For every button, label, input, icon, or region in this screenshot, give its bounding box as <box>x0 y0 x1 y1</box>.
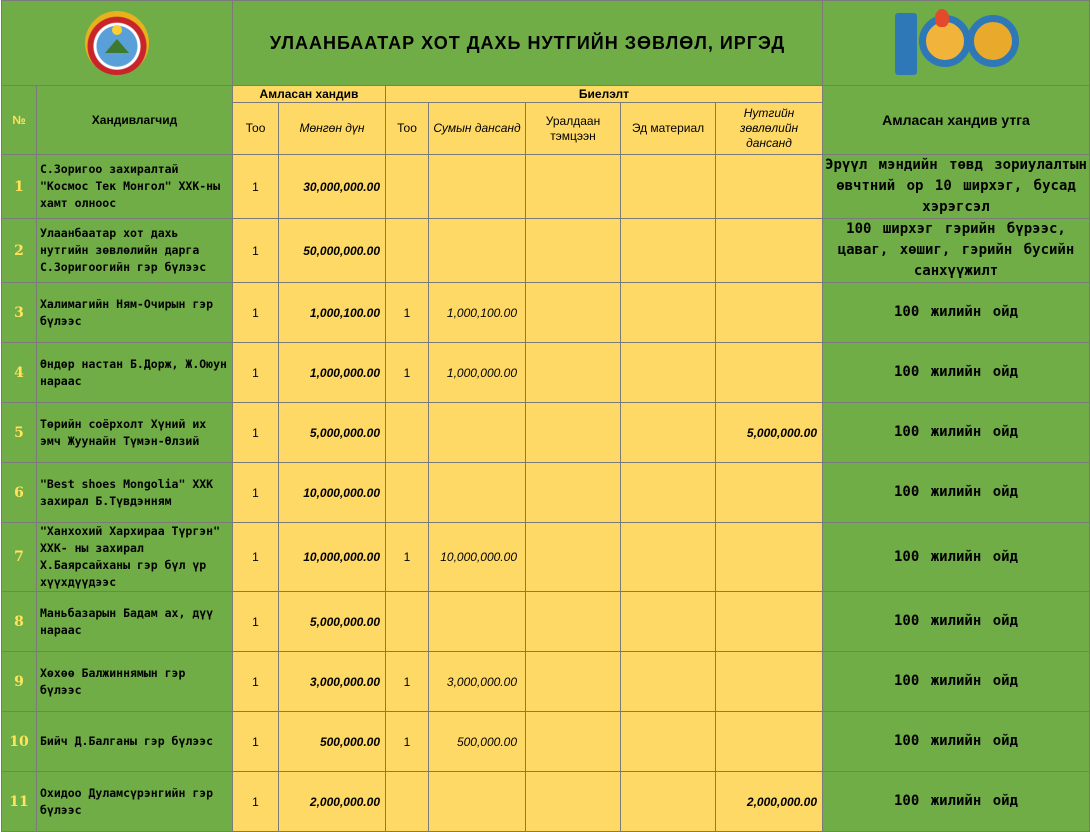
material-cell[interactable] <box>621 772 716 832</box>
soum-account-cell[interactable]: 3,000,000.00 <box>429 652 526 712</box>
col-header-competition[interactable]: Уралдаан тэмцээн <box>526 103 621 155</box>
soum-emblem-icon <box>85 11 149 75</box>
purpose-cell[interactable]: 100 жилийн ойд <box>823 772 1090 832</box>
table-row <box>2 523 1090 592</box>
page-title[interactable]: УЛААНБААТАР ХОТ ДАХЬ НУТГИЙН ЗӨВЛӨЛ, ИРГЭД <box>233 1 823 86</box>
fulfilled-qty-cell[interactable] <box>386 219 429 283</box>
header-row-1 <box>2 86 1090 103</box>
council-account-cell[interactable] <box>716 523 823 592</box>
donor-cell[interactable]: Төрийн соёрхолт Хүний их эмч Жуунайн Түмэн-Өлзий <box>37 403 233 463</box>
material-cell[interactable] <box>621 592 716 652</box>
material-cell[interactable] <box>621 219 716 283</box>
material-cell[interactable] <box>621 155 716 219</box>
donor-cell[interactable]: "Ханхохий Хархираа Түргэн" ХХК- ны захирал Х.Баярсайханы гэр бүл үр хүүхдүүдээс <box>37 523 233 592</box>
competition-cell[interactable] <box>526 523 621 592</box>
promised-qty-cell[interactable]: 1 <box>233 343 279 403</box>
competition-cell[interactable] <box>526 283 621 343</box>
purpose-cell[interactable]: Эрүүл мэндийн төвд зориулалтын өвчтний ор 10 ширхэг, бусад хэрэгсэл <box>823 155 1090 219</box>
soum-account-cell[interactable] <box>429 219 526 283</box>
col-header-promised-amount[interactable]: Мөнгөн дүн <box>279 103 386 155</box>
promised-amount-cell[interactable]: 1,000,100.00 <box>279 283 386 343</box>
col-header-material[interactable]: Эд материал <box>621 103 716 155</box>
material-cell[interactable] <box>621 343 716 403</box>
material-cell[interactable] <box>621 463 716 523</box>
row-number[interactable]: 9 <box>2 652 37 712</box>
row-number[interactable]: 11 <box>2 772 37 832</box>
col-header-purpose[interactable]: Амласан хандив утга <box>823 86 1090 155</box>
col-header-no[interactable]: № <box>2 86 37 155</box>
fulfilled-qty-cell[interactable]: 1 <box>386 712 429 772</box>
fulfilled-qty-cell[interactable]: 1 <box>386 652 429 712</box>
fulfilled-qty-cell[interactable]: 1 <box>386 523 429 592</box>
promised-amount-cell[interactable]: 10,000,000.00 <box>279 523 386 592</box>
table-row <box>2 652 1090 712</box>
material-cell[interactable] <box>621 652 716 712</box>
promised-qty-cell[interactable]: 1 <box>233 463 279 523</box>
table-row <box>2 343 1090 403</box>
fulfilled-qty-cell[interactable] <box>386 403 429 463</box>
purpose-cell[interactable]: 100 жилийн ойд <box>823 283 1090 343</box>
col-header-fulfilled-group[interactable]: Биелэлт <box>386 86 823 103</box>
row-number[interactable]: 7 <box>2 523 37 592</box>
council-account-cell[interactable] <box>716 155 823 219</box>
fulfilled-qty-cell[interactable] <box>386 463 429 523</box>
material-cell[interactable] <box>621 403 716 463</box>
fulfilled-qty-cell[interactable]: 1 <box>386 343 429 403</box>
competition-cell[interactable] <box>526 592 621 652</box>
table-row <box>2 463 1090 523</box>
row-number[interactable]: 6 <box>2 463 37 523</box>
promised-amount-cell[interactable]: 500,000.00 <box>279 712 386 772</box>
row-number[interactable]: 10 <box>2 712 37 772</box>
donor-cell[interactable]: Улаанбаатар хот дахь нутгийн зөвлөлийн дарга С.Зоригоогийн гэр бүлээс <box>37 219 233 283</box>
table-row <box>2 403 1090 463</box>
soum-account-cell[interactable] <box>429 592 526 652</box>
table-row <box>2 155 1090 219</box>
donor-cell[interactable]: С.Зоригоо захиралтай "Космос Тек Монгол" ХХК-ны хамт олноос <box>37 155 233 219</box>
row-number[interactable]: 1 <box>2 155 37 219</box>
council-account-cell[interactable]: 2,000,000.00 <box>716 772 823 832</box>
col-header-promised-group[interactable]: Амласан хандив <box>233 86 386 103</box>
donor-cell[interactable]: Халимагийн Ням-Очирын гэр бүлээс <box>37 283 233 343</box>
competition-cell[interactable] <box>526 403 621 463</box>
promised-qty-cell[interactable]: 1 <box>233 283 279 343</box>
promised-qty-cell[interactable]: 1 <box>233 592 279 652</box>
promised-amount-cell[interactable]: 5,000,000.00 <box>279 592 386 652</box>
donor-cell[interactable]: Бийч Д.Балганы гэр бүлээс <box>37 712 233 772</box>
council-account-cell[interactable]: 5,000,000.00 <box>716 403 823 463</box>
purpose-cell[interactable]: 100 жилийн ойд <box>823 403 1090 463</box>
fulfilled-qty-cell[interactable] <box>386 592 429 652</box>
soum-account-cell[interactable]: 1,000,100.00 <box>429 283 526 343</box>
col-header-soum-account[interactable]: Сумын дансанд <box>429 103 526 155</box>
purpose-cell[interactable]: 100 жилийн ойд <box>823 592 1090 652</box>
soum-account-cell[interactable]: 10,000,000.00 <box>429 523 526 592</box>
promised-amount-cell[interactable]: 30,000,000.00 <box>279 155 386 219</box>
promised-qty-cell[interactable]: 1 <box>233 712 279 772</box>
council-account-cell[interactable] <box>716 283 823 343</box>
promised-amount-cell[interactable]: 2,000,000.00 <box>279 772 386 832</box>
council-account-cell[interactable] <box>716 463 823 523</box>
material-cell[interactable] <box>621 523 716 592</box>
soum-account-cell[interactable] <box>429 403 526 463</box>
anniversary-100-logo-icon <box>891 7 1021 79</box>
title-row <box>2 1 1090 86</box>
col-header-fulfilled-qty[interactable]: Тоо <box>386 103 429 155</box>
fulfilled-qty-cell[interactable] <box>386 155 429 219</box>
council-account-cell[interactable] <box>716 219 823 283</box>
promised-amount-cell[interactable]: 10,000,000.00 <box>279 463 386 523</box>
council-account-cell[interactable] <box>716 343 823 403</box>
promised-qty-cell[interactable]: 1 <box>233 523 279 592</box>
table-row <box>2 592 1090 652</box>
purpose-cell[interactable]: 100 ширхэг гэрийн бүрээс, цаваг, хөшиг, гэрийн бусийн санхүүжилт <box>823 219 1090 283</box>
soum-account-cell[interactable]: 1,000,000.00 <box>429 343 526 403</box>
council-account-cell[interactable] <box>716 592 823 652</box>
row-number[interactable]: 5 <box>2 403 37 463</box>
promised-amount-cell[interactable]: 5,000,000.00 <box>279 403 386 463</box>
competition-cell[interactable] <box>526 219 621 283</box>
competition-cell[interactable] <box>526 463 621 523</box>
competition-cell[interactable] <box>526 772 621 832</box>
promised-qty-cell[interactable]: 1 <box>233 155 279 219</box>
table-row <box>2 219 1090 283</box>
promised-amount-cell[interactable]: 1,000,000.00 <box>279 343 386 403</box>
donor-cell[interactable]: "Best shoes Mongolia" ХХК захирал Б.Түвдэнням <box>37 463 233 523</box>
soum-account-cell[interactable] <box>429 772 526 832</box>
competition-cell[interactable] <box>526 712 621 772</box>
material-cell[interactable] <box>621 712 716 772</box>
council-account-cell[interactable] <box>716 652 823 712</box>
soum-account-cell[interactable] <box>429 463 526 523</box>
material-cell[interactable] <box>621 283 716 343</box>
promised-qty-cell[interactable]: 1 <box>233 403 279 463</box>
soum-account-cell[interactable]: 500,000.00 <box>429 712 526 772</box>
table-row <box>2 772 1090 832</box>
right-logo-cell[interactable] <box>823 1 1090 86</box>
col-header-donor[interactable]: Хандивлагчид <box>37 86 233 155</box>
council-account-cell[interactable] <box>716 712 823 772</box>
fulfilled-qty-cell[interactable]: 1 <box>386 283 429 343</box>
purpose-cell[interactable]: 100 жилийн ойд <box>823 523 1090 592</box>
competition-cell[interactable] <box>526 155 621 219</box>
donor-cell[interactable]: Өндөр настан Б.Дорж, Ж.Оюун нараас <box>37 343 233 403</box>
donor-cell[interactable]: Хөхөө Балжиннямын гэр бүлээс <box>37 652 233 712</box>
col-header-promised-qty[interactable]: Тоо <box>233 103 279 155</box>
purpose-cell[interactable]: 100 жилийн ойд <box>823 463 1090 523</box>
row-number[interactable]: 8 <box>2 592 37 652</box>
donor-cell[interactable]: Охидоо Дуламсүрэнгийн гэр бүлээс <box>37 772 233 832</box>
fulfilled-qty-cell[interactable] <box>386 772 429 832</box>
donor-cell[interactable]: Маньбазарын Бадам ах, дүү нараас <box>37 592 233 652</box>
soum-account-cell[interactable] <box>429 155 526 219</box>
row-number[interactable]: 4 <box>2 343 37 403</box>
promised-amount-cell[interactable]: 50,000,000.00 <box>279 219 386 283</box>
competition-cell[interactable] <box>526 343 621 403</box>
purpose-cell[interactable]: 100 жилийн ойд <box>823 652 1090 712</box>
promised-qty-cell[interactable]: 1 <box>233 219 279 283</box>
table-row <box>2 283 1090 343</box>
promised-qty-cell[interactable]: 1 <box>233 772 279 832</box>
col-header-council-account[interactable]: Нутгийн зөвлөлийн дансанд <box>716 103 823 155</box>
donation-table <box>1 0 1090 832</box>
row-number[interactable]: 3 <box>2 283 37 343</box>
left-logo-cell[interactable] <box>2 1 233 86</box>
promised-qty-cell[interactable]: 1 <box>233 652 279 712</box>
purpose-cell[interactable]: 100 жилийн ойд <box>823 343 1090 403</box>
table-row <box>2 712 1090 772</box>
promised-amount-cell[interactable]: 3,000,000.00 <box>279 652 386 712</box>
row-number[interactable]: 2 <box>2 219 37 283</box>
purpose-cell[interactable]: 100 жилийн ойд <box>823 712 1090 772</box>
competition-cell[interactable] <box>526 652 621 712</box>
